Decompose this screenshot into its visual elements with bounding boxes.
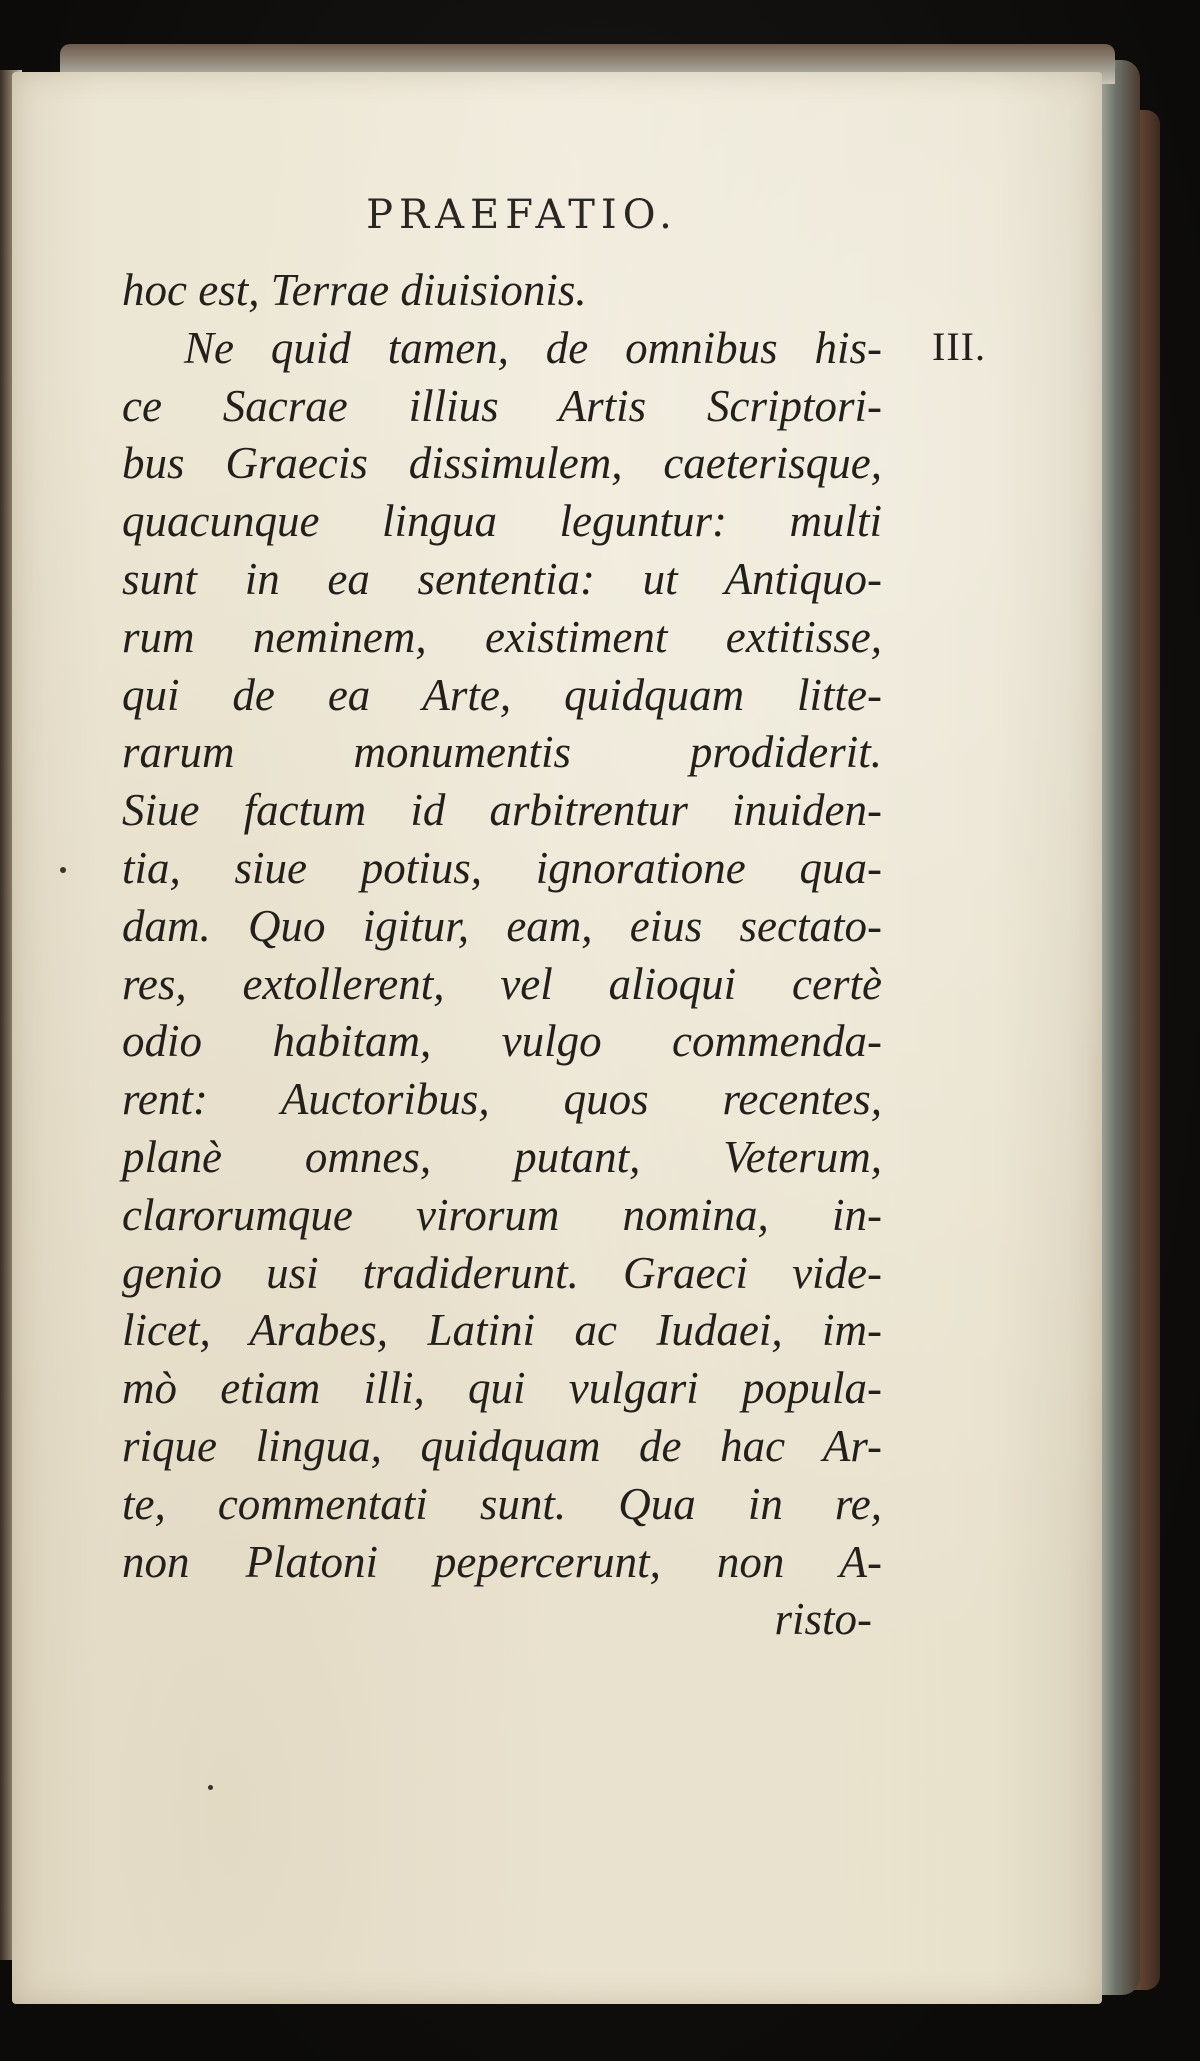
text-line: ce Sacrae illius Artis Scriptori- [122,380,882,431]
text-line: mò etiam illi, qui vulgari popula- [122,1363,882,1414]
text-line: bus Graecis dissimulem, caeterisque, [122,438,882,489]
text-line: qui de ea Arte, quidquam litte- [122,669,882,720]
text-line: genio usi tradiderunt. Graeci vide- [122,1247,882,1298]
ink-speck [208,1785,213,1790]
margin-note: III. [932,324,986,369]
running-head: PRAEFATIO. [366,192,678,238]
text-line: Siue factum id arbitrentur inuiden- [122,785,882,836]
ink-speck [60,867,66,873]
text-line: planè omnes, putant, Veterum, [122,1131,882,1182]
text-line: licet, Arabes, Latini ac Iudaei, im- [122,1305,882,1356]
text-line: tia, siue potius, ignoratione qua- [122,842,882,893]
body-text [122,262,882,1649]
text-line: rum neminem, existiment extitisse, [122,611,882,662]
catchword: risto- [774,1594,872,1645]
text-line: rent: Auctoribus, quos recentes, [122,1074,882,1125]
text-line: res, extollerent, vel alioqui certè [122,958,882,1009]
text-line: quacunque lingua leguntur: multi [122,496,882,547]
text-line: clarorumque virorum nomina, in- [122,1189,882,1240]
text-line: odio habitam, vulgo commenda- [122,1016,882,1067]
page-content [122,192,1022,1645]
text-line: rique lingua, quidquam de hac Ar- [122,1420,882,1471]
book-page [12,72,1102,2004]
text-line: Ne quid tamen, de omnibus his- [184,322,882,373]
text-line: dam. Quo igitur, eam, eius sectato- [122,900,882,951]
text-line: te, commentati sunt. Qua in re, [122,1478,882,1529]
text-line: rarum monumentis prodiderit. [122,727,882,778]
text-line: hoc est, Terrae diuisionis. [122,265,587,315]
text-line: sunt in ea sententia: ut Antiquo- [122,553,882,604]
text-line: non Platoni pepercerunt, non A- [122,1536,882,1587]
